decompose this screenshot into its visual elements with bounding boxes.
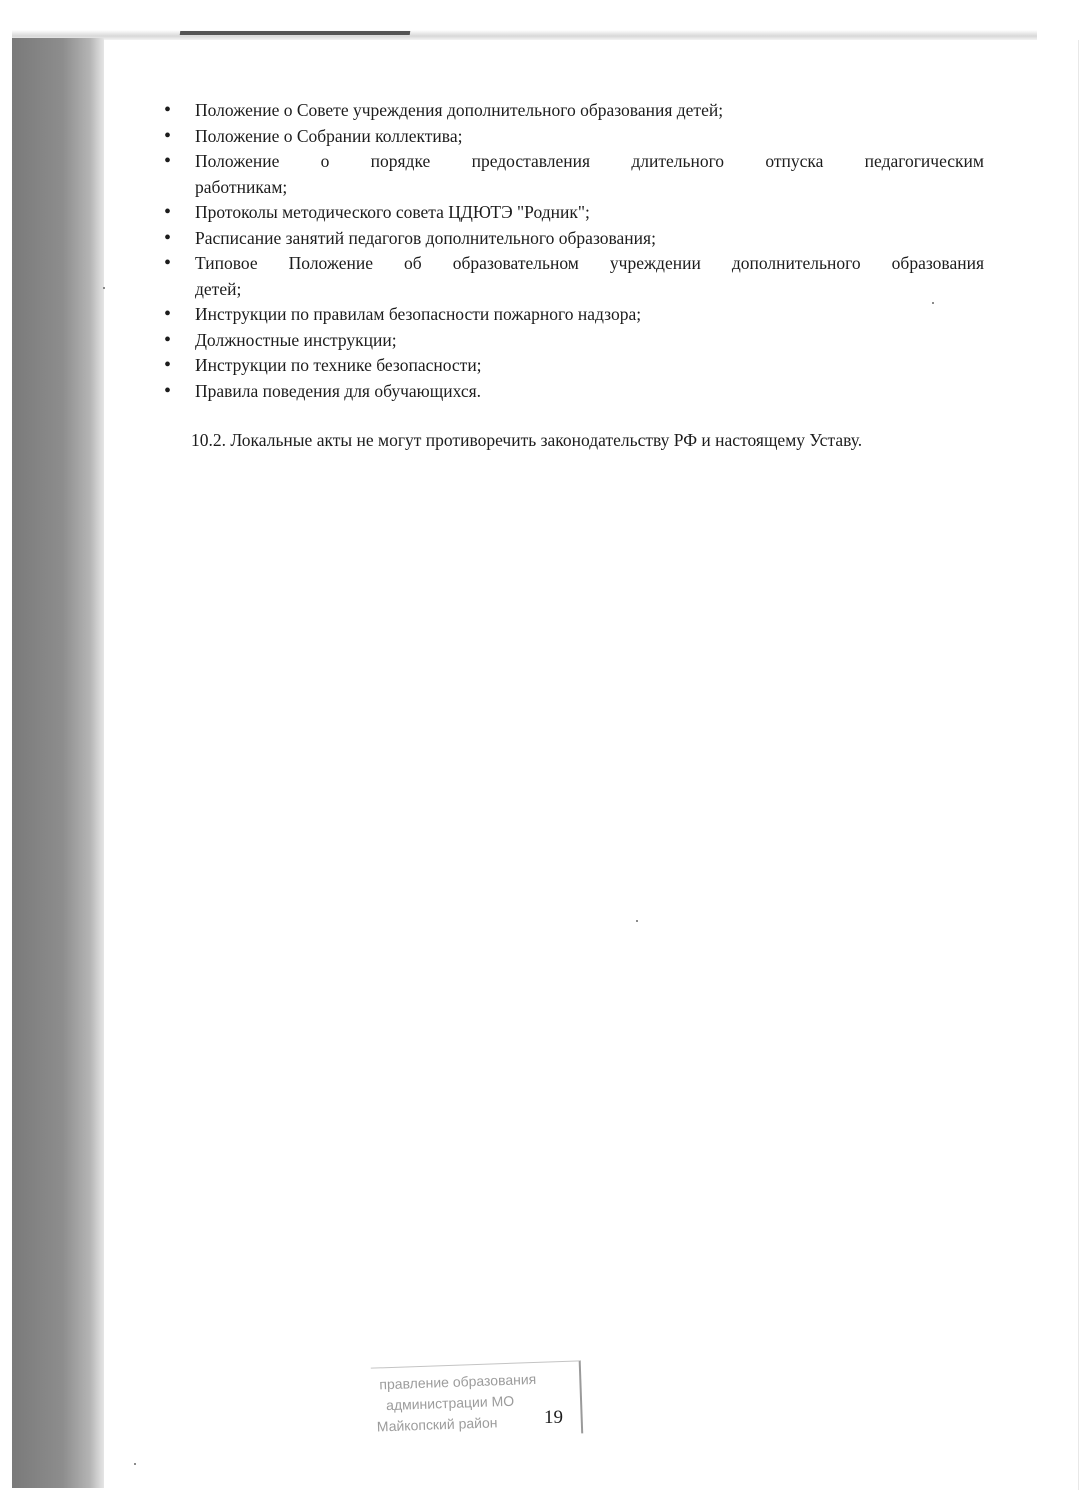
list-item: • Инструкции по правилам безопасности пожарного надзора; <box>160 302 984 328</box>
list-item: • Правила поведения для обучающихся. <box>160 379 984 405</box>
scan-speck <box>636 920 638 922</box>
stamp-line-3: Майкопский район <box>376 1414 498 1435</box>
list-item-continuation: работникам; <box>195 176 288 197</box>
stamp-line-2: администрации МО <box>385 1392 515 1414</box>
stamp-line-1: правление образования <box>379 1370 537 1393</box>
scan-edge-left <box>12 38 104 1488</box>
list-item: • Должностные инструкции; <box>160 328 984 354</box>
list-item: • Инструкции по технике безопасности; <box>160 353 984 379</box>
list-item: • Расписание занятий педагогов дополнительного образования; <box>160 226 984 252</box>
scan-speck <box>134 1463 136 1465</box>
list-item: • Положение о порядке предоставления длительного отпуска педагогическим работникам; <box>160 149 984 200</box>
scan-edge-top-mark <box>180 31 411 35</box>
list-item: • Положение о Совете учреждения дополнительного образования детей; <box>160 98 984 124</box>
list-item: • Положение о Собрании коллектива; <box>160 124 984 150</box>
page-number: 19 <box>544 1407 563 1428</box>
list-item: • Протоколы методического совета ЦДЮТЭ "Родник"; <box>160 200 984 226</box>
scan-speck <box>103 287 105 289</box>
scan-edge-right <box>1078 40 1079 1490</box>
list-item-continuation: детей; <box>195 278 242 299</box>
scan-edge-top <box>12 30 1037 40</box>
list-item: • Типовое Положение об образовательном учреждении дополнительного образования детей; <box>160 251 984 302</box>
local-acts-list <box>160 98 984 404</box>
clause-10-2: 10.2. Локальные акты не могут противоречить законодательству РФ и настоящему Уставу. <box>191 430 863 450</box>
